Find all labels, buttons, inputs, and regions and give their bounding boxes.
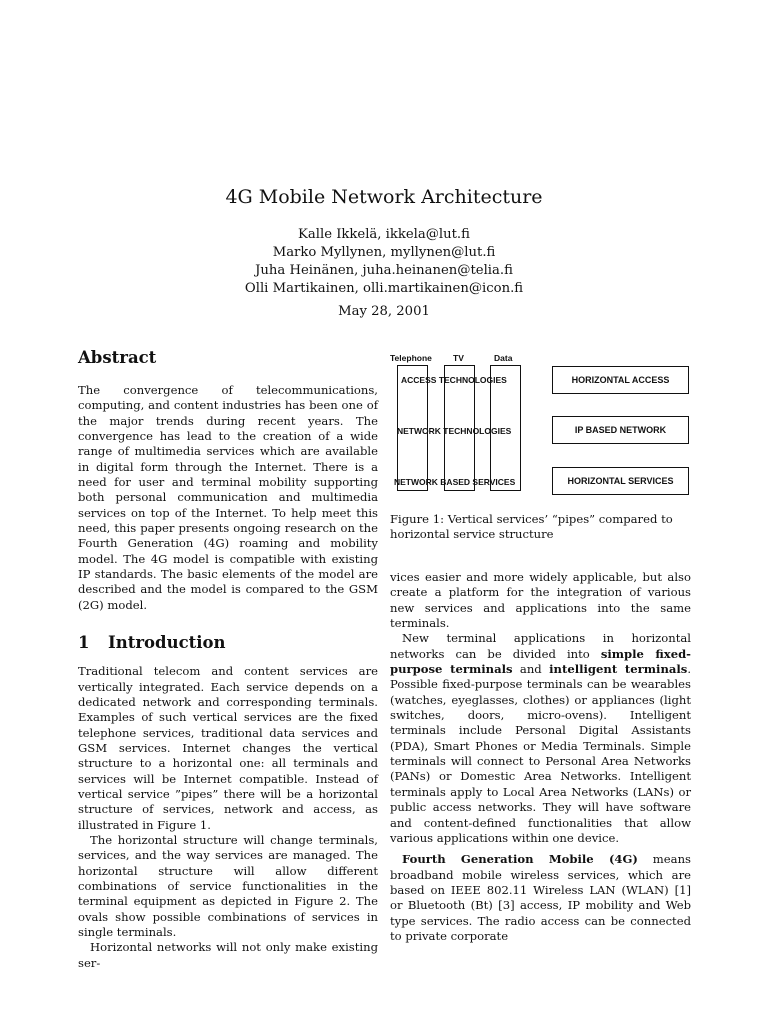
left-column: [78, 348, 378, 971]
box-horizontal-services: HORIZONTAL SERVICES: [552, 467, 689, 495]
pipe-head-telephone: Telephone: [390, 353, 432, 363]
intro-paragraph-1: Traditional telecom and content services are vertically integrated. Each service depends on a dedicated network and corresponding terminals. Examples of such vertical services are the fixed telephone services, traditional data services and GSM services. Internet changes the vertical structure to a horizontal one: all terminals and services will be Internet compatible. Instead of vertical service ”pipes” there will be a horizontal structure of services, network and access, as illustrated in Figure 1.: [78, 664, 378, 832]
author-1: Kalle Ikkelä, ikkela@lut.fi: [298, 227, 470, 242]
paper-title: 4G Mobile Network Architecture: [225, 186, 543, 208]
intro-paragraph-3: Horizontal networks will not only make existing ser-: [78, 940, 378, 970]
row-label-network-services: NETWORK BASED SERVICES: [394, 477, 516, 487]
abstract-heading: Abstract: [78, 348, 157, 367]
box-ip-based-network: IP BASED NETWORK: [552, 416, 689, 444]
section-number: 1: [78, 633, 90, 653]
author-2: Marko Myllynen, myllynen@lut.fi: [272, 245, 496, 260]
author-3: Juha Heinänen, juha.heinanen@telia.fi: [255, 263, 513, 278]
section-title: Introduction: [108, 633, 226, 653]
box-horizontal-access: HORIZONTAL ACCESS: [552, 366, 689, 394]
term-4g: Fourth Generation Mobile (4G): [402, 852, 638, 867]
right-paragraph-2: New terminal applications in horizontal networks can be divided into simple fixed-purpose terminals and intelligent terminals. Possible fixed-purpose terminals can be wearables (watches, eyeglasses, clothes) or appliances (light switches, doors, micro-ovens). Intelligent terminals include Personal Digital Assistants (PDA), Smart Phones or Media Terminals. Simple terminals will connect to Personal Area Networks (PANs) or Domestic Area Networks. Intelligent terminals apply to Local Area Networks (LANs) or public access networks. They will have software and content-defined functionalities that allow various applications within one device.: [390, 631, 692, 845]
paper-date: May 28, 2001: [338, 304, 430, 319]
author-4: Olli Martikainen, olli.martikainen@icon.fi: [244, 281, 524, 296]
intro-paragraph-2: The horizontal structure will change terminals, services, and the way services are managed. The horizontal structure will allow different combinations of service functionalities in the terminal equipment as depicted in Figure 2. The ovals show possible combinations of services in single terminals.: [78, 832, 378, 939]
pipe-head-tv: TV: [453, 353, 464, 363]
right-paragraph-1: vices easier and more widely applicable, but also create a platform for the integration of various new services and applications into the same terminals.: [390, 570, 691, 631]
row-label-access: ACCESS TECHNOLOGIES: [401, 375, 507, 385]
row-label-network-tech: NETWORK TECHNOLOGIES: [397, 426, 512, 436]
term-simple-terminals: simple fixed-purpose terminals: [390, 646, 691, 677]
right-paragraph-3: Fourth Generation Mobile (4G) means broadband mobile wireless services, which are based on IEEE 802.11 Wireless LAN (WLAN) [1] or Bluetooth (Bt) [3] access, IP mobility and Web type services. The radio access can be connected to private corporate: [390, 852, 691, 943]
abstract-text: The convergence of telecommunications, computing, and content industries has been one of the major trends during recent years. The convergence has lead to the creation of a wide range of multimedia services which are available in digital form through the Internet. There is a need for user and terminal mobility supporting both personal communication and multimedia services on top of the Internet. To help meet this need, this paper presents ongoing research on the Fourth Generation (4G) roaming and mobility model. The 4G model is compatible with existing IP standards. The basic elements of the model are described and the model is compared to the GSM (2G) model.: [78, 383, 378, 612]
pipe-head-data: Data: [494, 353, 513, 363]
author-list: [0, 226, 768, 298]
term-intelligent-terminals: intelligent terminals: [549, 662, 688, 677]
right-column: [390, 570, 691, 944]
section-heading-introduction: [78, 633, 378, 652]
figure-1-caption: Figure 1: Vertical services’ “pipes” compared to horizontal service structure: [390, 512, 673, 542]
